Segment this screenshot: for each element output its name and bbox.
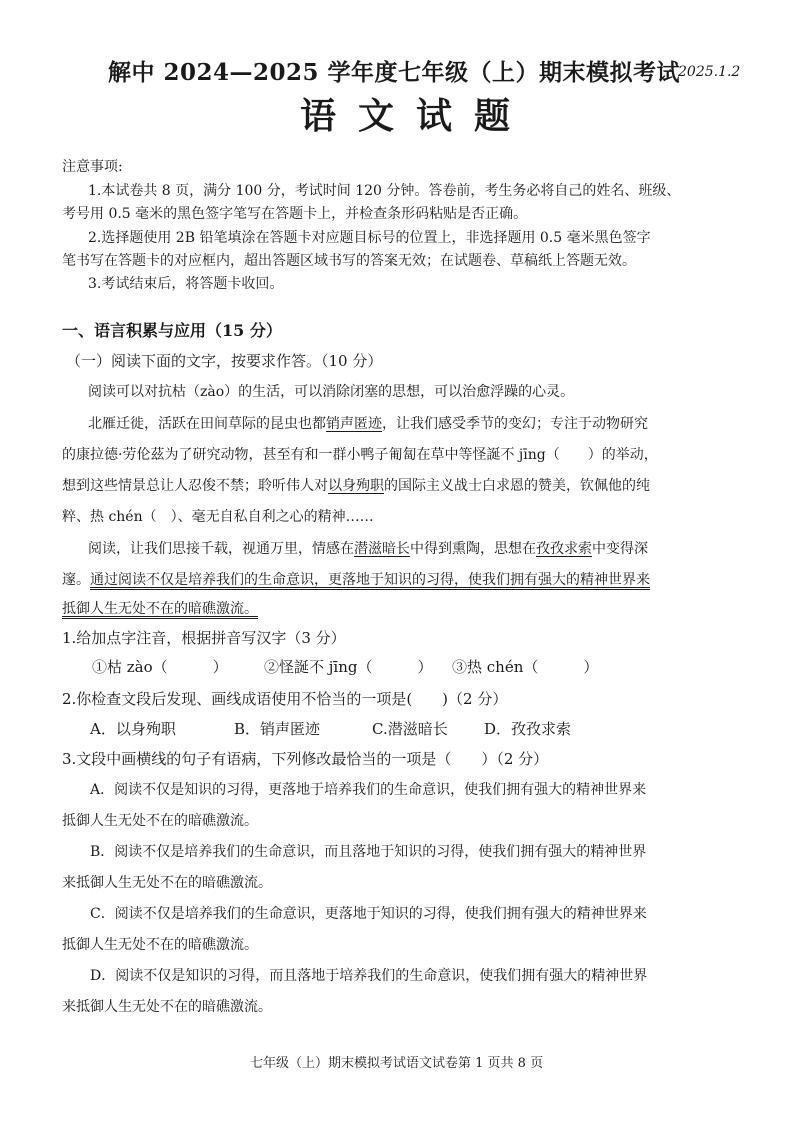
part-heading: （一）阅读下面的文字，按要求作答。（10 分）: [66, 352, 383, 370]
q2-option: B．销声匿迹: [234, 720, 321, 738]
idiom-underlined: 潜滋暗长: [354, 541, 410, 557]
passage-line: 粹、热 chén（ ）、毫无自私自利之心的精神……: [62, 509, 374, 525]
page-footer: 七年级（上）期末模拟考试语文试卷第 1 页共 8 页: [250, 1056, 544, 1071]
passage-text: ，让我们感受季节的变幻；专注于动物研究: [382, 416, 648, 432]
q2-option: D．孜孜求索: [484, 720, 572, 738]
passage-line: [62, 569, 650, 589]
q3-option-line: A．阅读不仅是知识的习得，更落地于培养我们的生命意识，使我们拥有强大的精神世界来: [90, 782, 647, 798]
q3-option-line: 抵御人生无处不在的暗礁激流。: [62, 813, 258, 829]
notice-line: 1.本试卷共 8 页，满分 100 分，考试时间 120 分钟。答卷前，考生务必将自己的姓名、班级、: [88, 183, 681, 199]
idiom-underlined: 以身殉职: [328, 478, 384, 494]
notice-line: 考号用 0.5 毫米的黑色签字笔写在答题卡上，并检查条形码粘贴是否正确。: [62, 206, 528, 222]
passage-text: 阅读，让我们思接千载，视通万里，情感在: [88, 541, 354, 557]
q3-option-line: D．阅读不仅是知识的习得，而且落地于培养我们的生命意识，使我们拥有强大的精神世界: [90, 968, 648, 984]
passage-text: 想到这些情景总让人忍俊不禁；聆听伟人对: [62, 478, 328, 494]
idiom-underlined: 孜孜求索: [536, 541, 592, 557]
passage-text: 中得到熏陶，思想在: [410, 541, 536, 557]
q3-option-line: 来抵御人生无处不在的暗礁激流。: [62, 875, 272, 891]
passage-text: 的国际主义战士白求恩的赞美，钦佩他的纯: [384, 478, 650, 494]
notice-line: 2.选择题使用 2B 铅笔填涂在答题卡对应题目标号的位置上，非选择题用 0.5 毫米黑色签字: [88, 230, 651, 246]
exam-title: 解中 2024—2025 学年度七年级（上）期末模拟考试: [108, 59, 681, 86]
q3-option-line: 抵御人生无处不在的暗礁激流。: [62, 937, 258, 953]
notice-line: 笔书写在答题卡的对应框内，超出答题区域书写的答案无效；在试题卷、草稿纸上答题无效。: [62, 253, 636, 269]
question-stem: 2.你检查文段后发现、画线成语使用不恰当的一项是( )（2 分）: [62, 690, 508, 708]
q3-option-line: 来抵御人生无处不在的暗礁激流。: [62, 999, 272, 1015]
q1-item: ③热 chén（ ）: [452, 658, 599, 676]
passage-line: 的康拉德·劳伦茲为了研究动物，甚至有和一群小鸭子匍匐在草中等怪誕不 jīng（ ）的举动，: [62, 447, 658, 463]
question-stem: 1.给加点字注音，根据拼音写汉字（3 分）: [62, 629, 346, 647]
subject-title: 语文试题: [300, 95, 533, 137]
sentence-underlined: 通过阅读不仅是培养我们的生命意识，更落地于知识的习得，使我们拥有强大的精神世界来: [90, 572, 650, 588]
passage-text: 中变得深: [592, 541, 648, 557]
q3-option-line: B．阅读不仅是培养我们的生命意识，而且落地于知识的习得，使我们拥有强大的精神世界: [90, 844, 647, 860]
passage-line: 阅读可以对抗枯（zào）的生活，可以消除闭塞的思想，可以治愈浮躁的心灵。: [88, 384, 575, 400]
exam-date: 2025.1.2: [678, 64, 741, 80]
passage-text: 邃。: [62, 572, 90, 588]
section-heading: 一、语言积累与应用（15 分）: [62, 321, 282, 340]
passage-line: [88, 413, 648, 433]
passage-line: [62, 475, 650, 495]
question-stem: 3.文段中画横线的句子有语病，下列修改最恰当的一项是（ ）（2 分）: [62, 750, 549, 768]
notice-heading: 注意事项:: [62, 159, 123, 175]
q3-option-line: C．阅读不仅是培养我们的生命意识，更落地于知识的习得，使我们拥有强大的精神世界来: [90, 906, 647, 922]
q1-item: ①枯 zào（ ）: [92, 658, 228, 676]
q1-item: ②怪誕不 jīng（ ）: [264, 658, 433, 676]
idiom-underlined: 销声匿迹: [326, 416, 382, 432]
passage-text: 北雁迁徙，活跃在田间草际的昆虫也都: [88, 416, 326, 432]
passage-line: [62, 598, 258, 618]
sentence-underlined: 抵御人生无处不在的暗礁激流。: [62, 601, 258, 617]
passage-line: [88, 538, 648, 558]
q2-option: C.潜滋暗长: [372, 720, 448, 738]
notice-line: 3.考试结束后，将答题卡收回。: [88, 276, 284, 292]
q2-option: A．以身殉职: [90, 720, 176, 738]
